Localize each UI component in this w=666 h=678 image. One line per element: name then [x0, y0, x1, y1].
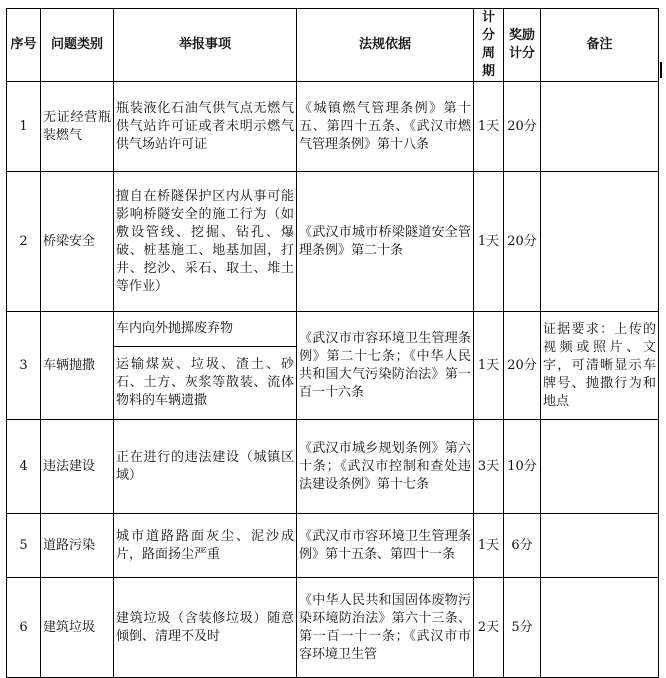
row-points: 20分 [504, 172, 541, 312]
table-row [7, 82, 659, 172]
row-basis: 《城镇燃气管理条例》第十五、第四十五条、《武汉市燃气管理条例》第十八条 [297, 82, 474, 172]
row-item: 正在进行的违法建设（城镇区域） [114, 420, 297, 514]
row-period: 2天 [474, 578, 504, 678]
row-points: 20分 [504, 312, 541, 420]
row-basis: 《武汉市市容环境卫生管理条例》第二十七条；《中华人民共和国大气污染防治法》第一百一十六条 [297, 312, 474, 420]
row-no: 6 [7, 578, 41, 678]
header-item: 举报事项 [114, 9, 297, 82]
row-no: 3 [7, 312, 41, 420]
header-row [7, 9, 659, 82]
row-no: 2 [7, 172, 41, 312]
header-period: 计分周期 [474, 9, 504, 82]
row-note [541, 578, 659, 678]
row-category: 车辆抛撒 [41, 312, 114, 420]
row-category: 无证经营瓶装燃气 [41, 82, 114, 172]
row-no: 5 [7, 514, 41, 578]
header-basis: 法规依据 [297, 9, 474, 82]
row-period: 1天 [474, 312, 504, 420]
row-note [541, 514, 659, 578]
row-basis: 《武汉市城乡规划条例》第六十条；《武汉市控制和查处违法建设条例》第十七条 [297, 420, 474, 514]
report-table [6, 8, 659, 678]
row-item: 瓶装液化石油气供气点无燃气供气站许可证或者未明示燃气供气场站许可证 [114, 82, 297, 172]
row-period: 1天 [474, 514, 504, 578]
row-category: 违法建设 [41, 420, 114, 514]
row-period: 3天 [474, 420, 504, 514]
row-note [541, 420, 659, 514]
row-basis: 《中华人民共和国固体废物污染环境防治法》第六十三条、第一百一十一条；《武汉市市容环境卫生管 [297, 578, 474, 678]
row-no: 4 [7, 420, 41, 514]
row-category: 建筑垃圾 [41, 578, 114, 678]
row-note [541, 172, 659, 312]
table-row [7, 172, 659, 312]
row-item: 擅自在桥隧保护区内从事可能影响桥隧安全的施工行为（如敷设管线、挖掘、钻孔、爆破、桩基施工、地基加固，打井、挖沙、采石、取土、堆土等作业） [114, 172, 297, 312]
row-period: 1天 [474, 172, 504, 312]
header-no: 序号 [7, 9, 41, 82]
row-item: 城市道路路面灰尘、泥沙成片，路面扬尘严重 [114, 514, 297, 578]
row-item: 车内向外抛掷废弃物 [114, 312, 297, 347]
header-category: 问题类别 [41, 9, 114, 82]
row-note: 证据要求：上传的视频或照片、文字，可清晰显示车牌号、抛撒行为和地点 [541, 312, 659, 420]
table-row [7, 514, 659, 578]
row-no: 1 [7, 82, 41, 172]
row-item-secondary: 运输煤炭、垃圾、渣土、砂石、土方、灰浆等散装、流体物料的车辆遗撒 [114, 347, 297, 420]
header-points: 奖励计分 [504, 9, 541, 82]
row-item: 建筑垃圾（含装修垃圾）随意倾倒、清理不及时 [114, 578, 297, 678]
row-points: 10分 [504, 420, 541, 514]
row-category: 桥梁安全 [41, 172, 114, 312]
row-basis: 《武汉市城市桥梁隧道安全管理条例》第二十条 [297, 172, 474, 312]
row-points: 6分 [504, 514, 541, 578]
row-points: 5分 [504, 578, 541, 678]
row-note [541, 82, 659, 172]
header-note: 备注 [541, 9, 659, 82]
row-points: 20分 [504, 82, 541, 172]
table-row [7, 420, 659, 514]
row-period: 1天 [474, 82, 504, 172]
row-basis: 《武汉市市容环境卫生管理条例》第十五条、第四十一条 [297, 514, 474, 578]
table-row [7, 578, 659, 678]
text-cursor [660, 62, 662, 78]
row-category: 道路污染 [41, 514, 114, 578]
table-row [7, 312, 659, 347]
